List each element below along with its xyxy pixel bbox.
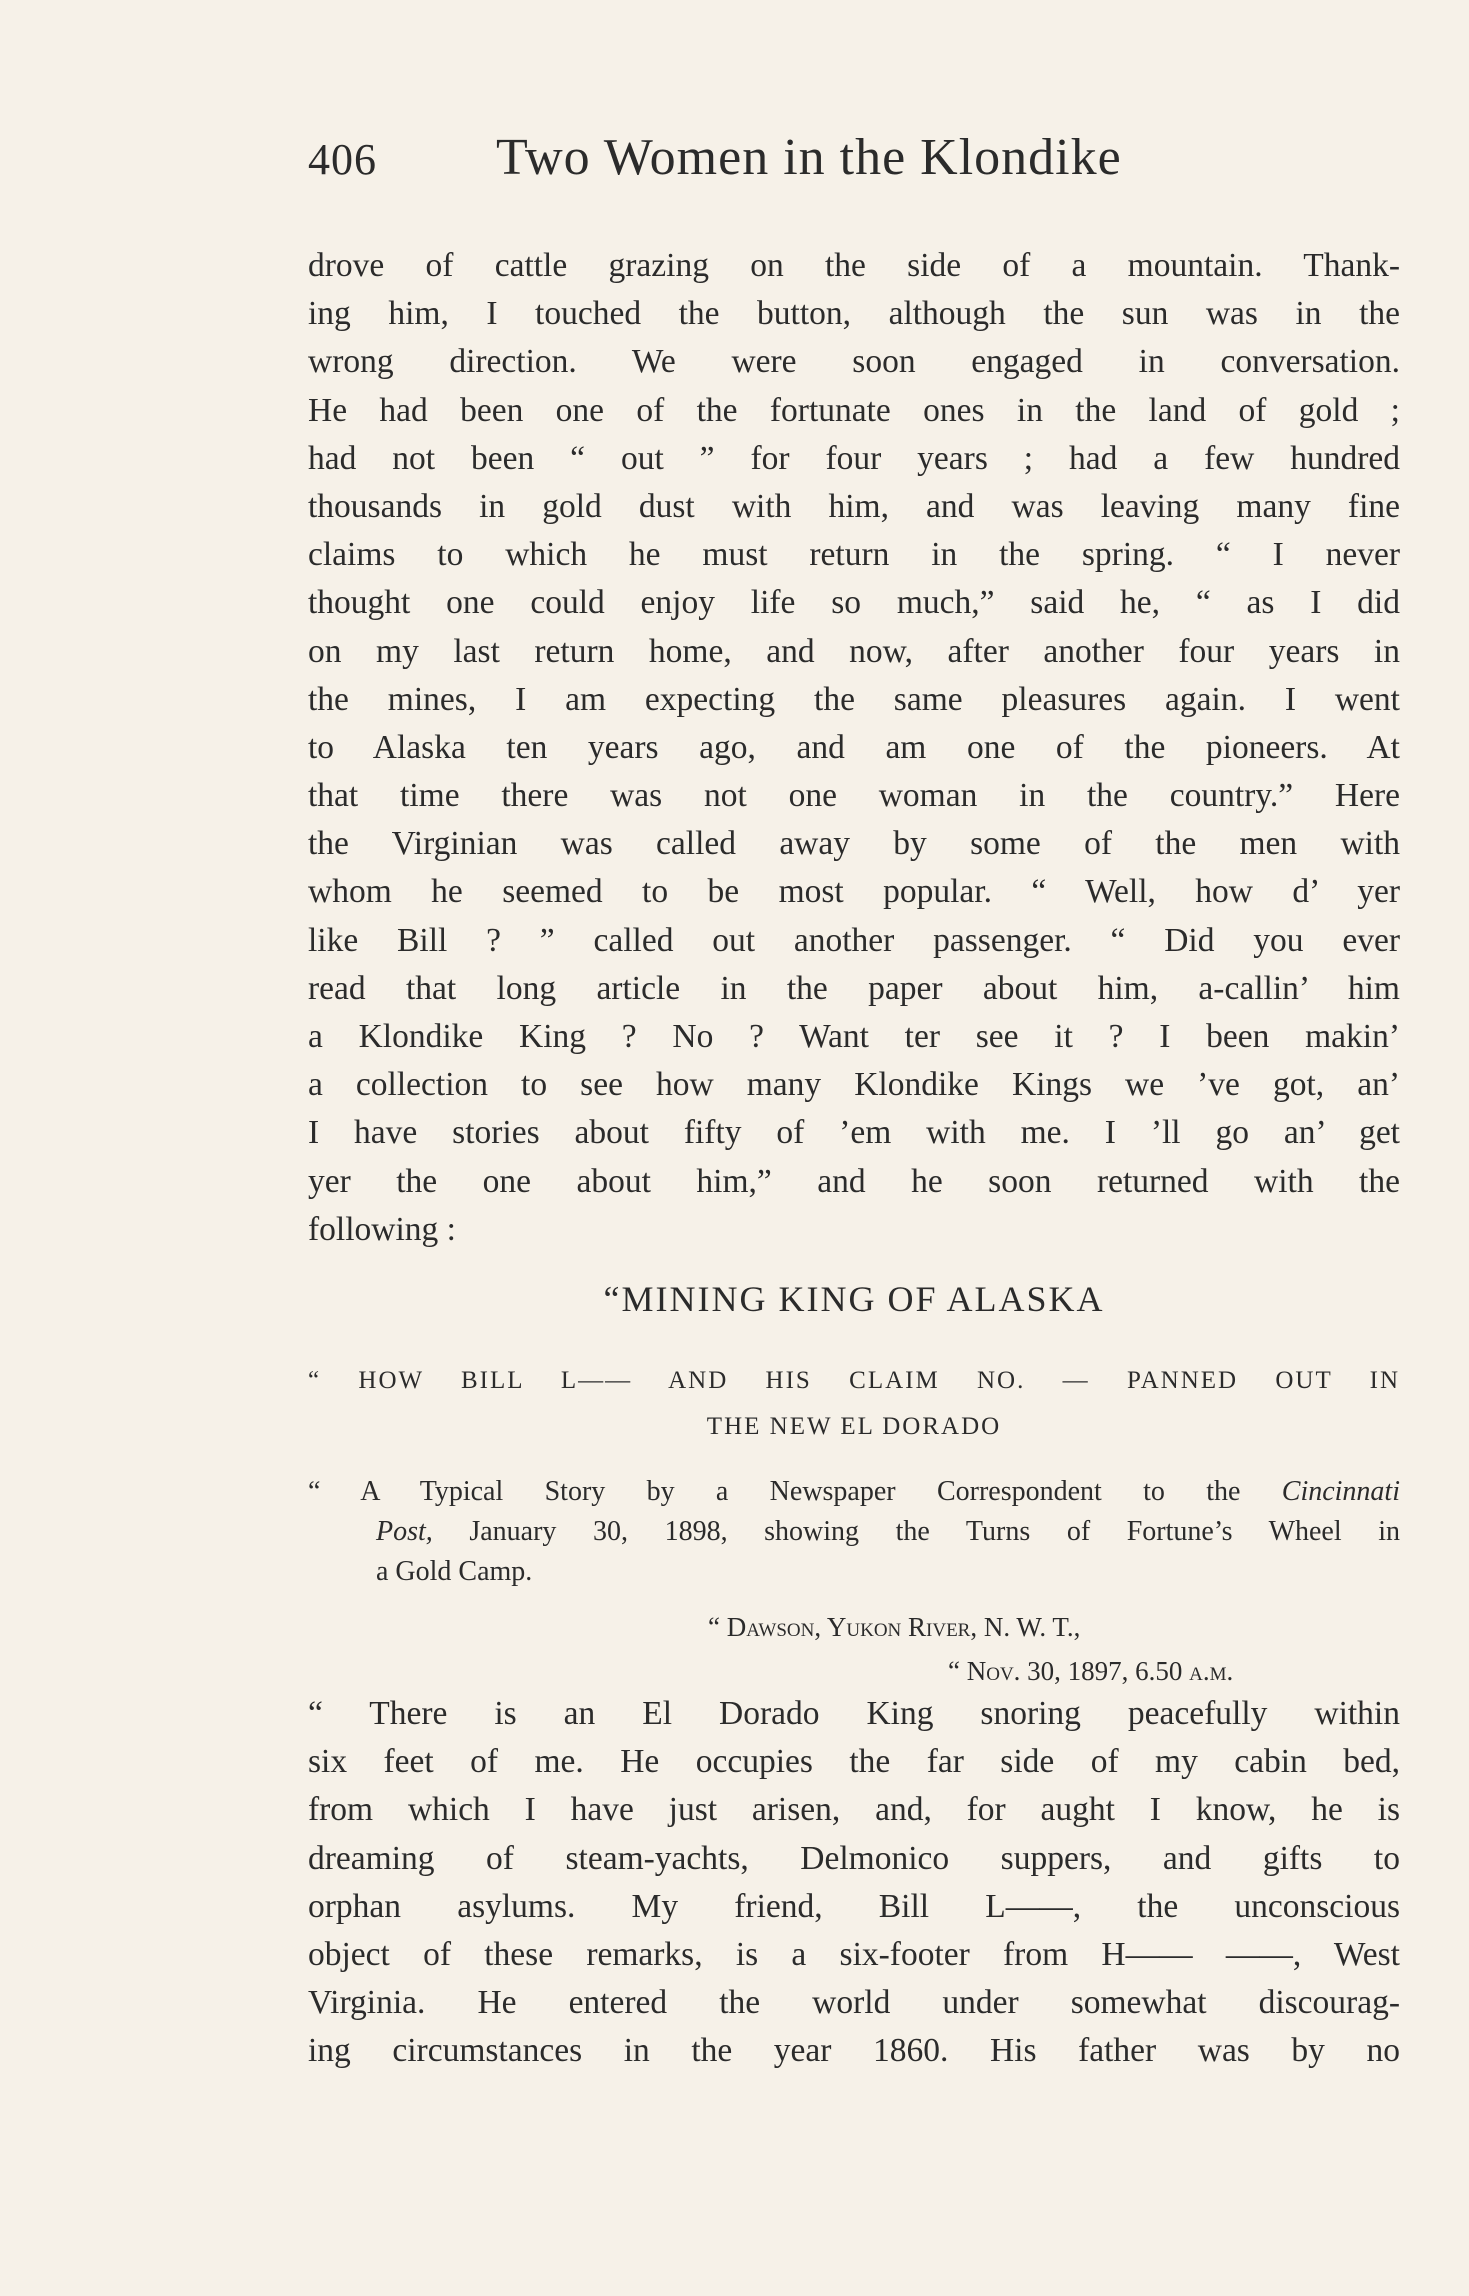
subhead-line: “ HOW BILL L—— AND HIS CLAIM NO. — PANNED OUT IN: [308, 1367, 1400, 1394]
text-line: object of these remarks, is a six-footer from H—— ——, West: [308, 1935, 1400, 1973]
text-line: read that long article in the paper about him, a-callin’ him: [308, 969, 1400, 1007]
text-line: following :: [308, 1210, 456, 1248]
text-line: drove of cattle grazing on the side of a mountain. Thank-: [308, 247, 1400, 284]
note-text: January 30, 1898, showing the Turns of Fortune’s Wheel in: [432, 1516, 1400, 1547]
text-line: claims to which he must return in the spring. “ I never: [308, 536, 1400, 574]
text-line: I have stories about fifty of ’em with me. I ’ll go an’ get: [308, 1114, 1400, 1152]
clipping-source-note: [308, 1472, 1400, 1592]
page-header: [308, 128, 1400, 198]
note-newspaper-name: Cincinnati: [1281, 1476, 1400, 1507]
text-line: ing circumstances in the year 1860. His father was by no: [308, 2032, 1400, 2070]
text-line: to Alaska ten years ago, and am one of the pioneers. At: [308, 728, 1400, 766]
main-paragraph: [308, 242, 1400, 1254]
text-line: from which I have just arisen, and, for aught I know, he is: [308, 1791, 1400, 1829]
text-line: the mines, I am expecting the same pleasures again. I went: [308, 680, 1400, 718]
text-line: yer the one about him,” and he soon returned with the: [308, 1162, 1400, 1200]
text-line: a Klondike King ? No ? Want ter see it ? I been makin’: [308, 1018, 1400, 1055]
text-line: a collection to see how many Klondike Kings we ’ve got, an’: [308, 1066, 1400, 1104]
letter-dateline: [308, 1605, 1400, 1693]
note-line: [308, 1512, 1400, 1552]
page-number: 406: [308, 135, 377, 184]
note-line: [308, 1472, 1400, 1512]
text-line: He had been one of the fortunate ones in the land of gold ;: [308, 391, 1400, 429]
dateline-date: “ Nov. 30, 1897, 6.50 a.m.: [948, 1656, 1234, 1686]
clipping-subhead: [308, 1358, 1400, 1450]
text-line: ing him, I touched the button, although the sun was in the: [308, 295, 1400, 333]
text-line: orphan asylums. My friend, Bill L——, the unconscious: [308, 1887, 1400, 1925]
text-line: six feet of me. He occupies the far side of my cabin bed,: [308, 1743, 1400, 1781]
note-line: a Gold Camp.: [376, 1556, 533, 1587]
note-newspaper-name: Post,: [376, 1516, 433, 1547]
text-line: dreaming of steam-yachts, Delmonico suppers, and gifts to: [308, 1839, 1400, 1877]
subhead-line: THE NEW EL DORADO: [706, 1413, 1002, 1440]
text-line: Virginia. He entered the world under somewhat discourag-: [308, 1984, 1400, 2022]
text-line: wrong direction. We were soon engaged in conversation.: [308, 343, 1400, 381]
text-line: the Virginian was called away by some of the men with: [308, 825, 1400, 863]
text-line: thousands in gold dust with him, and was leaving many fine: [308, 487, 1400, 525]
text-line: thought one could enjoy life so much,” said he, “ as I did: [308, 584, 1400, 622]
dateline-place: “ Dawson, Yukon River, N. W. T.,: [708, 1612, 1081, 1642]
text-line: that time there was not one woman in the country.” Here: [308, 777, 1400, 815]
clipping-headline: “MINING KING OF ALASKA: [603, 1279, 1105, 1319]
text-line: like Bill ? ” called out another passenger. “ Did you ever: [308, 921, 1400, 959]
note-text: “ A Typical Story by a Newspaper Correspondent to the: [308, 1476, 1282, 1507]
text-line: “ There is an El Dorado King snoring peacefully within: [308, 1695, 1400, 1732]
text-line: whom he seemed to be most popular. “ Well, how d’ yer: [308, 873, 1400, 911]
text-line: on my last return home, and now, after another four years in: [308, 632, 1400, 670]
text-line: had not been “ out ” for four years ; had a few hundred: [308, 439, 1400, 477]
running-title: Two Women in the Klondike: [496, 129, 1122, 186]
letter-paragraph: [308, 1690, 1400, 2076]
